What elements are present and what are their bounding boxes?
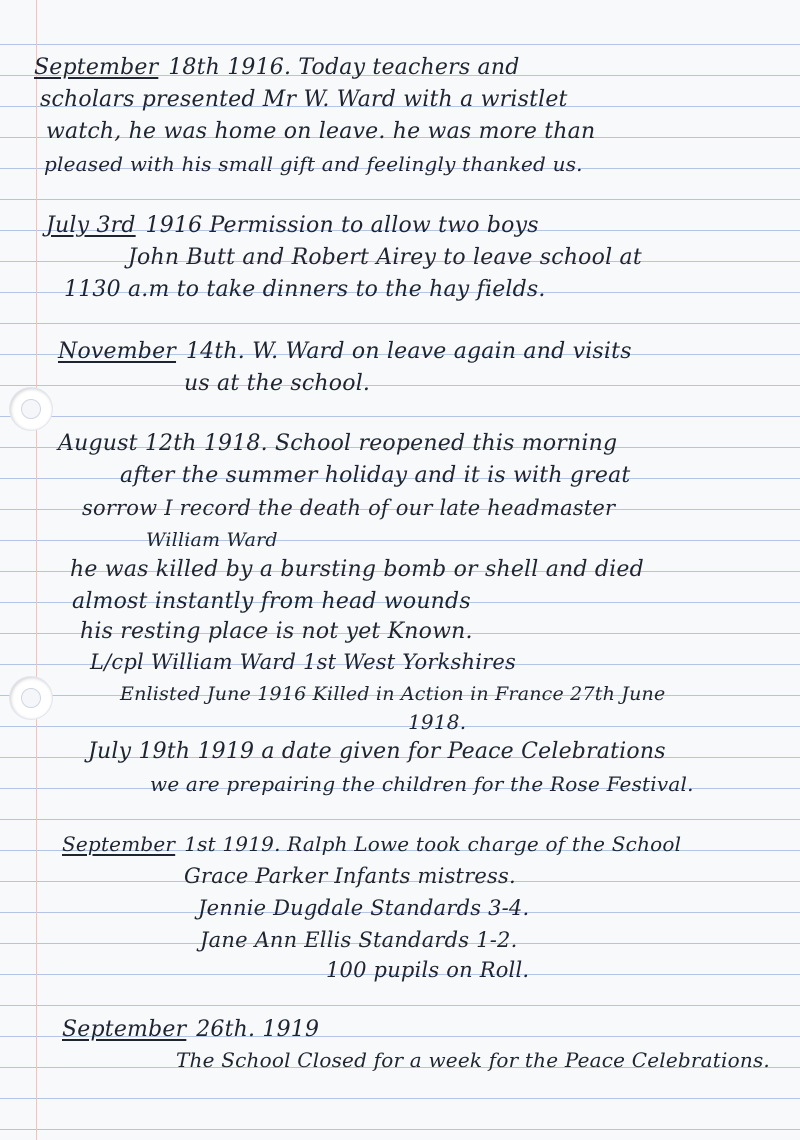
entry-line: Enlisted June 1916 Killed in Action in France 27th June	[120, 683, 666, 705]
entry-line: Jennie Dugdale Standards 3-4.	[198, 896, 530, 920]
entry-line	[58, 338, 632, 366]
punch-hole	[10, 388, 52, 430]
entry-line: his resting place is not yet Known.	[80, 619, 473, 644]
entry-line: July 19th 1919 a date given for Peace Celebrations	[88, 739, 666, 764]
entry-line: Grace Parker Infants mistress.	[184, 864, 516, 888]
entry-line	[34, 54, 519, 82]
entry-line	[62, 1016, 319, 1044]
entry-line: almost instantly from head wounds	[72, 589, 471, 614]
entry-line: watch, he was home on leave. he was more than	[46, 119, 596, 144]
entry-line: 1918.	[408, 710, 467, 734]
entry-date: September	[34, 55, 159, 80]
entry-line	[46, 212, 539, 240]
entry-line: John Butt and Robert Airey to leave school at	[128, 245, 642, 270]
punch-hole	[10, 677, 52, 719]
entry-line: us at the school.	[184, 371, 371, 396]
entry-line: scholars presented Mr W. Ward with a wristlet	[40, 87, 568, 112]
entry-line: 1130 a.m to take dinners to the hay fields.	[64, 277, 546, 302]
entry-date: July 3rd	[46, 213, 136, 238]
entry-text: 1st 1919. Ralph Lowe took charge of the School	[184, 832, 682, 856]
entry-line: sorrow I record the death of our late headmaster	[82, 496, 616, 520]
entry-line: 100 pupils on Roll.	[326, 958, 530, 982]
entry-text: 14th. W. Ward on leave again and visits	[185, 339, 632, 364]
entry-line: August 12th 1918. School reopened this morning	[58, 431, 618, 456]
entry-line: pleased with his small gift and feelingly thanked us.	[44, 152, 583, 176]
entry-line: Jane Ann Ellis Standards 1-2.	[200, 928, 518, 952]
entry-date: September	[62, 832, 176, 856]
entry-line: we are prepairing the children for the Rose Festival.	[150, 772, 694, 796]
entry-line	[62, 830, 681, 858]
entry-text: 18th 1916. Today teachers and	[168, 55, 520, 80]
entry-text: 26th. 1919	[196, 1017, 320, 1042]
entry-line: L/cpl William Ward 1st West Yorkshires	[90, 650, 516, 674]
entry-date: September	[62, 1017, 187, 1042]
margin-line	[36, 0, 37, 1140]
entry-line: The School Closed for a week for the Peace Celebrations.	[176, 1048, 770, 1072]
entry-line: he was killed by a bursting bomb or shell and died	[70, 557, 644, 582]
entry-date: November	[58, 339, 177, 364]
entry-text: 1916 Permission to allow two boys	[145, 213, 539, 238]
entry-line: after the summer holiday and it is with great	[120, 463, 631, 488]
entry-line: William Ward	[146, 529, 278, 551]
